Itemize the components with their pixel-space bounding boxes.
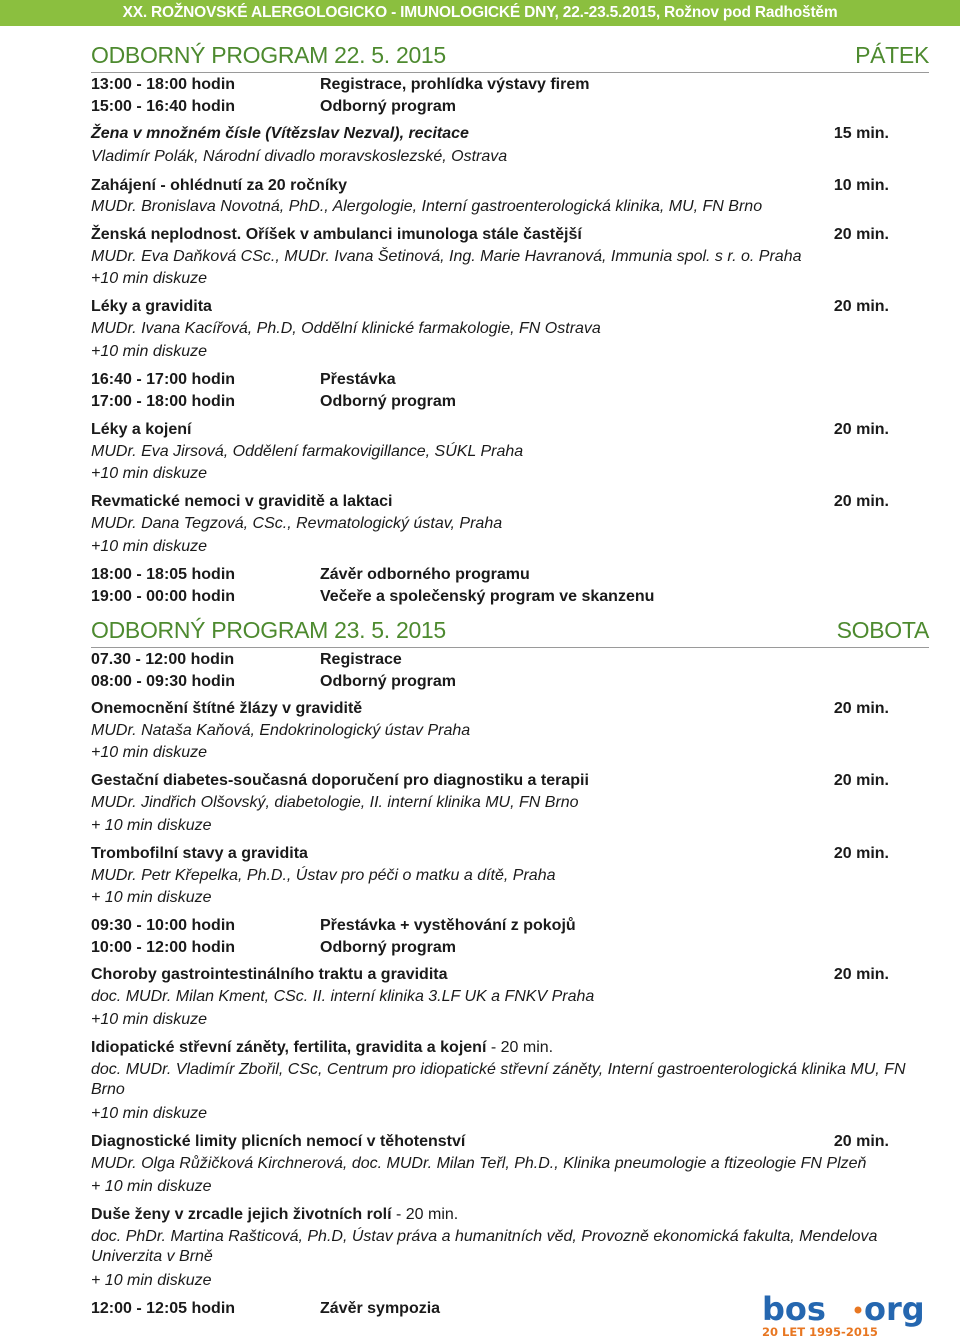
talk-duration: 20 min. bbox=[833, 421, 889, 438]
talk-duration: 20 min. bbox=[833, 772, 889, 789]
talk-discussion: +10 min diskuze bbox=[91, 465, 208, 482]
talk-discussion: +10 min diskuze bbox=[91, 744, 208, 761]
day2-weekday: SOBOTA bbox=[836, 617, 929, 643]
schedule-event: Odborný program bbox=[320, 393, 457, 410]
talk-duration: 20 min. bbox=[833, 298, 889, 315]
talk-duration: 20 min. bbox=[833, 966, 889, 983]
talk-title-row bbox=[91, 124, 891, 144]
talk-discussion: + 10 min diskuze bbox=[91, 1178, 212, 1195]
logo-dot-icon bbox=[855, 1307, 862, 1314]
talk-discussion: +10 min diskuze bbox=[91, 538, 208, 555]
talk-title-row bbox=[91, 844, 891, 864]
talk-speaker: doc. MUDr. Vladimír Zbořil, CSc, Centrum pro idiopatické střevní záněty, Interní gastroenterologická klinika MU, FN Brno bbox=[91, 1061, 906, 1098]
talk-duration: 20 min. bbox=[833, 493, 889, 510]
talk-speaker: MUDr. Eva Jirsová, Oddělení farmakovigillance, SÚKL Praha bbox=[91, 443, 524, 460]
talk-title-row bbox=[91, 1038, 891, 1058]
talk-title: Revmatické nemoci v graviditě a laktaci bbox=[91, 493, 393, 510]
talk-title: Onemocnění štítné žlázy v graviditě bbox=[91, 700, 363, 717]
talk-discussion: + 10 min diskuze bbox=[91, 817, 212, 834]
talk-duration: 15 min. bbox=[833, 125, 889, 142]
talk-inline-duration: - 20 min. bbox=[396, 1206, 459, 1223]
talk-title: Ženská neplodnost. Oříšek v ambulanci imunologa stále častější bbox=[91, 226, 582, 243]
talk-title: Idiopatické střevní záněty, fertilita, gravidita a kojení bbox=[91, 1039, 487, 1056]
event-header-text: XX. ROŽNOVSKÉ ALERGOLOGICKO - IMUNOLOGICKÉ DNY, 22.-23.5.2015, Rožnov pod Radhoštěm bbox=[122, 4, 838, 21]
talk-speaker: MUDr. Eva Daňková CSc., MUDr. Ivana Šetinová, Ing. Marie Havranová, Immunia spol. s r. o. Praha bbox=[91, 248, 802, 265]
bos-org-logo bbox=[760, 1290, 945, 1338]
schedule-event: Závěr sympozia bbox=[320, 1300, 441, 1317]
schedule-time: 09:30 - 10:00 hodin bbox=[91, 917, 236, 934]
schedule-time: 17:00 - 18:00 hodin bbox=[91, 393, 236, 410]
talk-title: Duše ženy v zrcadle jejich životních rolí bbox=[91, 1206, 392, 1223]
talk-speaker: MUDr. Petr Křepelka, Ph.D., Ústav pro péči o matku a dítě, Praha bbox=[91, 867, 556, 884]
schedule-event: Odborný program bbox=[320, 673, 457, 690]
talk-discussion: +10 min diskuze bbox=[91, 270, 208, 287]
talk-discussion: + 10 min diskuze bbox=[91, 889, 212, 906]
day1-divider bbox=[91, 72, 929, 73]
talk-title: Trombofilní stavy a gravidita bbox=[91, 845, 308, 862]
talk-duration: 20 min. bbox=[833, 1133, 889, 1150]
talk-title: Zahájení - ohlédnutí za 20 ročníky bbox=[91, 177, 348, 194]
schedule-time: 10:00 - 12:00 hodin bbox=[91, 939, 236, 956]
talk-title-row bbox=[91, 176, 891, 196]
talk-speaker: MUDr. Bronislava Novotná, PhD., Alergologie, Interní gastroenterologická klinika, MU, FN Brno bbox=[91, 198, 763, 215]
talk-title: Gestační diabetes-současná doporučení pro diagnostiku a terapii bbox=[91, 772, 589, 789]
talk-speaker: MUDr. Dana Tegzová, CSc., Revmatologický ústav, Praha bbox=[91, 515, 503, 532]
talk-speaker: MUDr. Ivana Kacířová, Ph.D, Oddělní klinické farmakologie, FN Ostrava bbox=[91, 320, 601, 337]
day1-title: ODBORNÝ PROGRAM 22. 5. 2015 bbox=[91, 42, 446, 68]
day2-title: ODBORNÝ PROGRAM 23. 5. 2015 bbox=[91, 617, 446, 643]
logo-wordmark-right: org bbox=[864, 1290, 925, 1328]
talk-title-row bbox=[91, 1132, 891, 1152]
schedule-event: Registrace bbox=[320, 651, 402, 668]
schedule-time: 19:00 - 00:00 hodin bbox=[91, 588, 236, 605]
talk-speaker: MUDr. Olga Růžičková Kirchnerová, doc. MUDr. Milan Teřl, Ph.D., Klinika pneumologie a ftizeologie FN Plzeň bbox=[91, 1155, 867, 1172]
logo-wordmark-left: bos bbox=[762, 1290, 826, 1328]
talk-duration: 20 min. bbox=[833, 845, 889, 862]
talk-title-row bbox=[91, 492, 891, 512]
talk-title-row bbox=[91, 771, 891, 791]
talk-title-row bbox=[91, 699, 891, 719]
talk-discussion: + 10 min diskuze bbox=[91, 1272, 212, 1289]
logo-tagline: 20 LET 1995-2015 bbox=[762, 1325, 878, 1338]
schedule-event: Odborný program bbox=[320, 98, 457, 115]
schedule-time: 16:40 - 17:00 hodin bbox=[91, 371, 236, 388]
day2-section-heading bbox=[91, 617, 929, 647]
event-header-bar bbox=[0, 0, 960, 26]
schedule-time: 13:00 - 18:00 hodin bbox=[91, 76, 236, 93]
schedule-time: 15:00 - 16:40 hodin bbox=[91, 98, 236, 115]
schedule-time: 08:00 - 09:30 hodin bbox=[91, 673, 236, 690]
schedule-event: Večeře a společenský program ve skanzenu bbox=[320, 588, 655, 605]
talk-speaker: MUDr. Nataša Kaňová, Endokrinologický ústav Praha bbox=[91, 722, 471, 739]
schedule-time: 07.30 - 12:00 hodin bbox=[91, 651, 235, 668]
talk-duration: 10 min. bbox=[833, 177, 889, 194]
talk-speaker: doc. MUDr. Milan Kment, CSc. II. interní klinika 3.LF UK a FNKV Praha bbox=[91, 988, 595, 1005]
talk-discussion: +10 min diskuze bbox=[91, 1011, 208, 1028]
schedule-time: 18:00 - 18:05 hodin bbox=[91, 566, 236, 583]
schedule-event: Odborný program bbox=[320, 939, 457, 956]
talk-title: Diagnostické limity plicních nemocí v těhotenství bbox=[91, 1133, 466, 1150]
talk-title: Léky a gravidita bbox=[91, 298, 212, 315]
day2-divider bbox=[91, 647, 929, 648]
talk-inline-duration: - 20 min. bbox=[490, 1039, 554, 1056]
talk-title: Léky a kojení bbox=[91, 421, 192, 438]
talk-title: Žena v množném čísle (Vítězslav Nezval), recitace bbox=[91, 125, 469, 142]
talk-discussion: +10 min diskuze bbox=[91, 343, 208, 360]
day1-section-heading bbox=[91, 42, 929, 72]
talk-duration: 20 min. bbox=[833, 700, 889, 717]
schedule-event: Přestávka bbox=[320, 371, 396, 388]
schedule-time: 12:00 - 12:05 hodin bbox=[91, 1300, 236, 1317]
schedule-event: Přestávka + vystěhování z pokojů bbox=[320, 917, 576, 934]
talk-speaker: doc. PhDr. Martina Rašticová, Ph.D, Ústav práva a humanitních věd, Provozně ekonomická fakulta, Mendelova Univerzita v Brně bbox=[91, 1228, 878, 1265]
talk-duration: 20 min. bbox=[833, 226, 889, 243]
talk-speaker: MUDr. Jindřich Olšovský, diabetologie, II. interní klinika MU, FN Brno bbox=[91, 794, 579, 811]
schedule-event: Registrace, prohlídka výstavy firem bbox=[320, 76, 590, 93]
schedule-event: Závěr odborného programu bbox=[320, 566, 530, 583]
talk-discussion: +10 min diskuze bbox=[91, 1105, 208, 1122]
talk-title-row bbox=[91, 1205, 891, 1225]
talk-title-row bbox=[91, 297, 891, 317]
day1-weekday: PÁTEK bbox=[855, 42, 929, 68]
talk-title-row bbox=[91, 965, 891, 985]
talk-title: Choroby gastrointestinálního traktu a gravidita bbox=[91, 966, 448, 983]
talk-speaker: Vladimír Polák, Národní divadlo moravskoslezské, Ostrava bbox=[91, 148, 508, 165]
talk-title-row bbox=[91, 225, 891, 245]
talk-title-row bbox=[91, 420, 891, 440]
